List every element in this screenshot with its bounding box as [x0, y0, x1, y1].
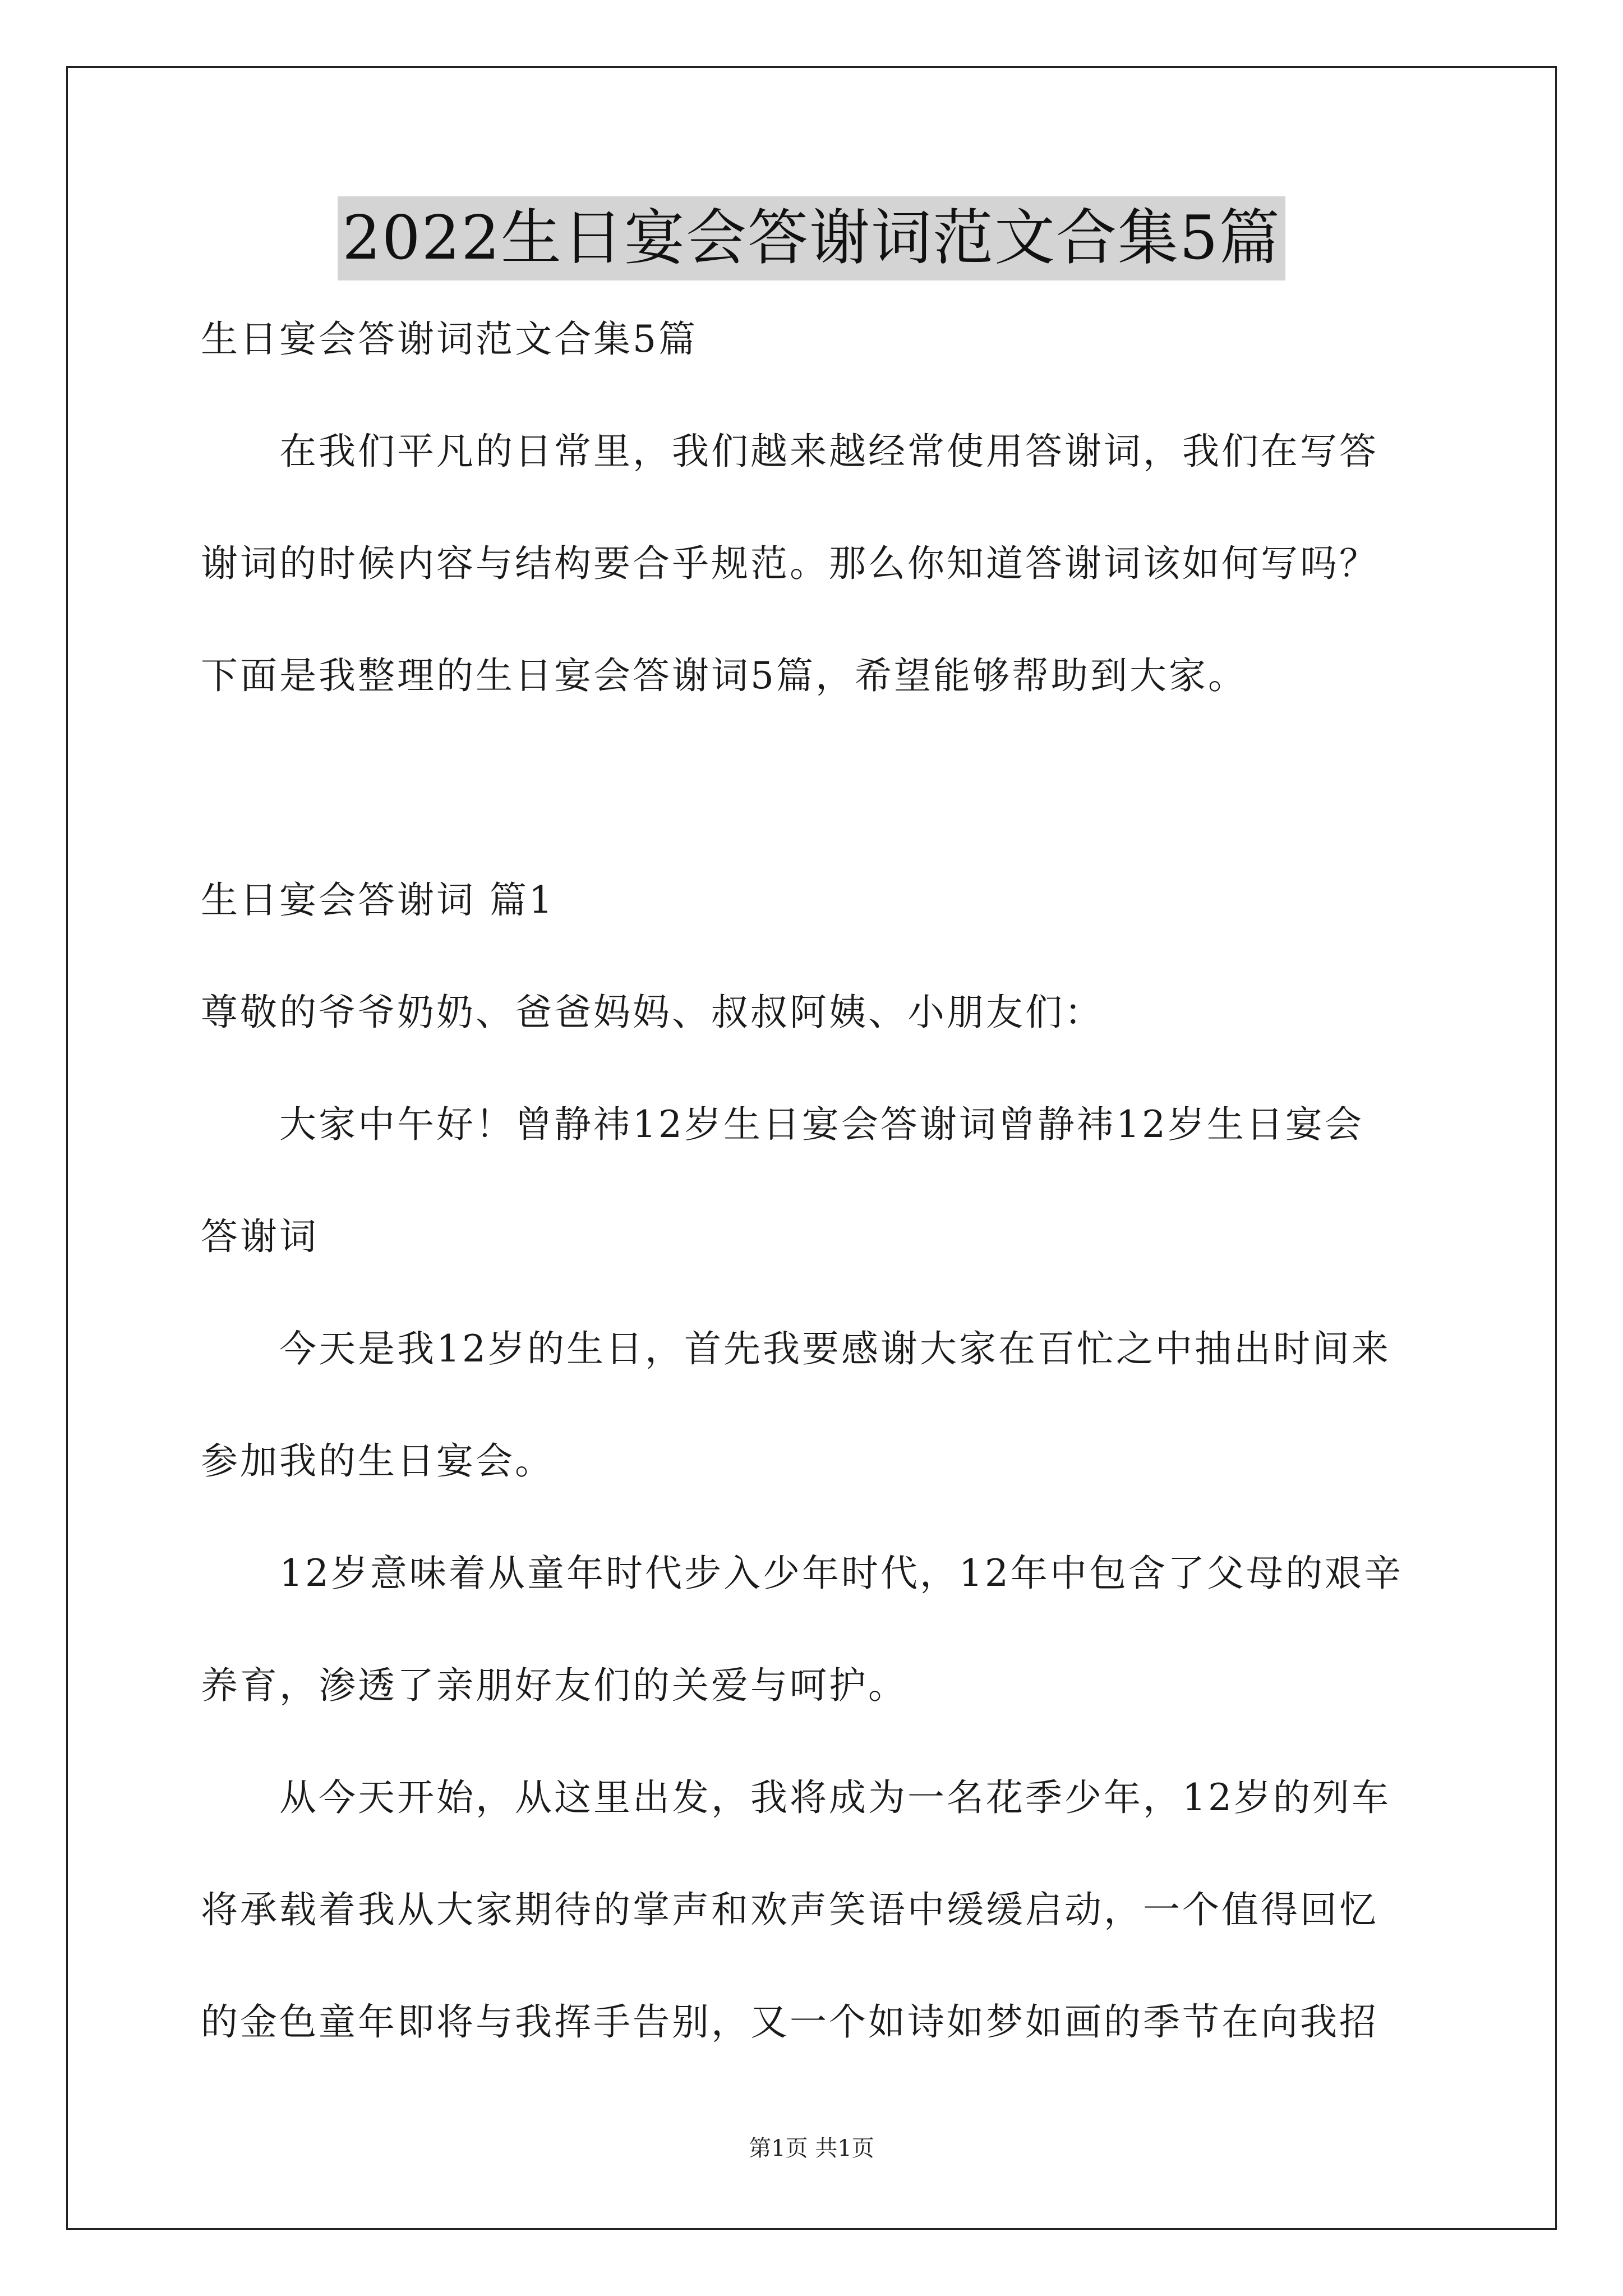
- section-heading: 生日宴会答谢词 篇1: [201, 878, 555, 922]
- para1-line-2: 答谢词: [201, 1215, 319, 1258]
- para4-line-3: 的金色童年即将与我挥手告别，又一个如诗如梦如画的季节在向我招: [201, 2000, 1378, 2044]
- greeting-line: 尊敬的爷爷奶奶、爸爸妈妈、叔叔阿姨、小朋友们：: [201, 991, 1104, 1034]
- para1-line-1: 大家中午好！曾静祎12岁生日宴会答谢词曾静祎12岁生日宴会: [279, 1103, 1364, 1146]
- para4-line-1: 从今天开始，从这里出发，我将成为一名花季少年，12岁的列车: [279, 1776, 1391, 1819]
- intro-line-2: 谢词的时候内容与结构要合乎规范。那么你知道答谢词该如何写吗？: [201, 542, 1378, 585]
- document-title: 2022生日宴会答谢词范文合集5篇: [338, 196, 1285, 280]
- intro-line-3: 下面是我整理的生日宴会答谢词5篇，希望能够帮助到大家。: [201, 654, 1247, 697]
- intro-line-1: 在我们平凡的日常里，我们越来越经常使用答谢词，我们在写答: [279, 430, 1378, 473]
- document-subtitle: 生日宴会答谢词范文合集5篇: [201, 318, 698, 361]
- title-container: [0, 196, 1623, 280]
- para4-line-2: 将承载着我从大家期待的掌声和欢声笑语中缓缓启动，一个值得回忆: [201, 1888, 1378, 1931]
- para3-line-1: 12岁意味着从童年时代步入少年时代，12年中包含了父母的艰辛: [279, 1552, 1403, 1595]
- para2-line-2: 参加我的生日宴会。: [201, 1439, 554, 1483]
- para3-line-2: 养育，渗透了亲朋好友们的关爱与呵护。: [201, 1664, 907, 1707]
- para2-line-1: 今天是我12岁的生日，首先我要感谢大家在百忙之中抽出时间来: [279, 1327, 1391, 1370]
- page-footer: 第1页 共1页: [749, 2136, 874, 2161]
